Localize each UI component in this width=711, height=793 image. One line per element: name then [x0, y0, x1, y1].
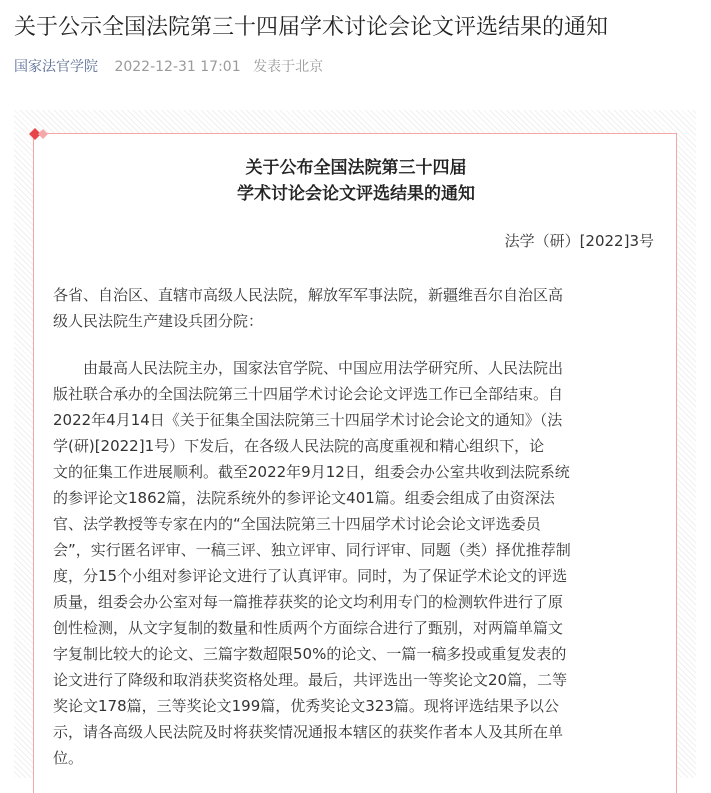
- body-line: 官、法学教授等专家在内的“全国法院第三十四届学术讨论会论文评选委员: [53, 515, 541, 533]
- decorative-diamonds-icon: [29, 128, 53, 140]
- body-line: 2022年4月14日《关于征集全国法院第三十四届学术讨论会论文的通知》（法: [53, 411, 563, 429]
- document-number: 法学（研）[2022]3号: [504, 232, 654, 250]
- body-line: 论文进行了降级和取消获奖资格处理。最后，共评选出一等奖论文20篇，二等: [53, 671, 568, 689]
- body-line: 示，请各高级人民法院及时将获奖情况通报本辖区的获奖作者本人及其所在单: [53, 723, 564, 741]
- document-title-line-1: 关于公布全国法院第三十四届: [245, 158, 467, 178]
- body-line: 质量，组委会办公室对每一篇推荐获奖的论文均利用专门的检测软件进行了原: [53, 593, 564, 611]
- body-line: 文的征集工作进展顺利。截至2022年9月12日，组委会办公室共收到法院系统: [53, 463, 570, 481]
- document-title-line-2: 学术讨论会论文评选结果的通知: [237, 184, 475, 204]
- document-card: [33, 133, 677, 793]
- publish-location: 发表于北京: [253, 59, 324, 75]
- body-line: 版社联合承办的全国法院第三十四届学术讨论会论文评选工作已全部结束。自: [53, 385, 564, 403]
- body-line: 字复制比较大的论文、三篇字数超限50%的论文、一篇一稿多投或重复发表的: [53, 645, 567, 663]
- body-line: 位。: [53, 749, 84, 767]
- diamond-light-icon: [38, 129, 48, 139]
- body-line: 学(研)[2022]1号）下发后，在各级人民法院的高度重视和精心组织下，论: [53, 437, 545, 455]
- body-line: 奖论文178篇，三等奖论文199篇，优秀奖论文323篇。现将评选结果予以公: [53, 697, 559, 715]
- body-line: 创性检测，从文字复制的数量和性质两个方面综合进行了甄别，对两篇单篇文: [53, 619, 564, 637]
- publish-date: 2022-12-31 17:01: [114, 59, 241, 75]
- body-line: 的参评论文1862篇，法院系统外的参评论文401篇。组委会组成了由资深法: [53, 489, 555, 507]
- addressee-line: 级人民法院生产建设兵团分院：: [53, 312, 264, 330]
- body-line: 度，分15个小组对参评论文进行了认真评审。同时，为了保证学术论文的评选: [53, 567, 568, 585]
- article-meta: [14, 57, 323, 77]
- page-title: 关于公示全国法院第三十四届学术讨论会论文评选结果的通知: [14, 15, 609, 40]
- author-link[interactable]: 国家法官学院: [14, 59, 98, 75]
- body-line: 由最高人民法院主办，国家法官学院、中国应用法学研究所、人民法院出: [53, 359, 564, 377]
- addressee-line: 各省、自治区、直辖市高级人民法院，解放军军事法院，新疆维吾尔自治区高: [53, 286, 564, 304]
- body-line: 会”，实行匿名评审、一稿三评、独立评审、同行评审、同题（类）择优推荐制: [53, 541, 571, 559]
